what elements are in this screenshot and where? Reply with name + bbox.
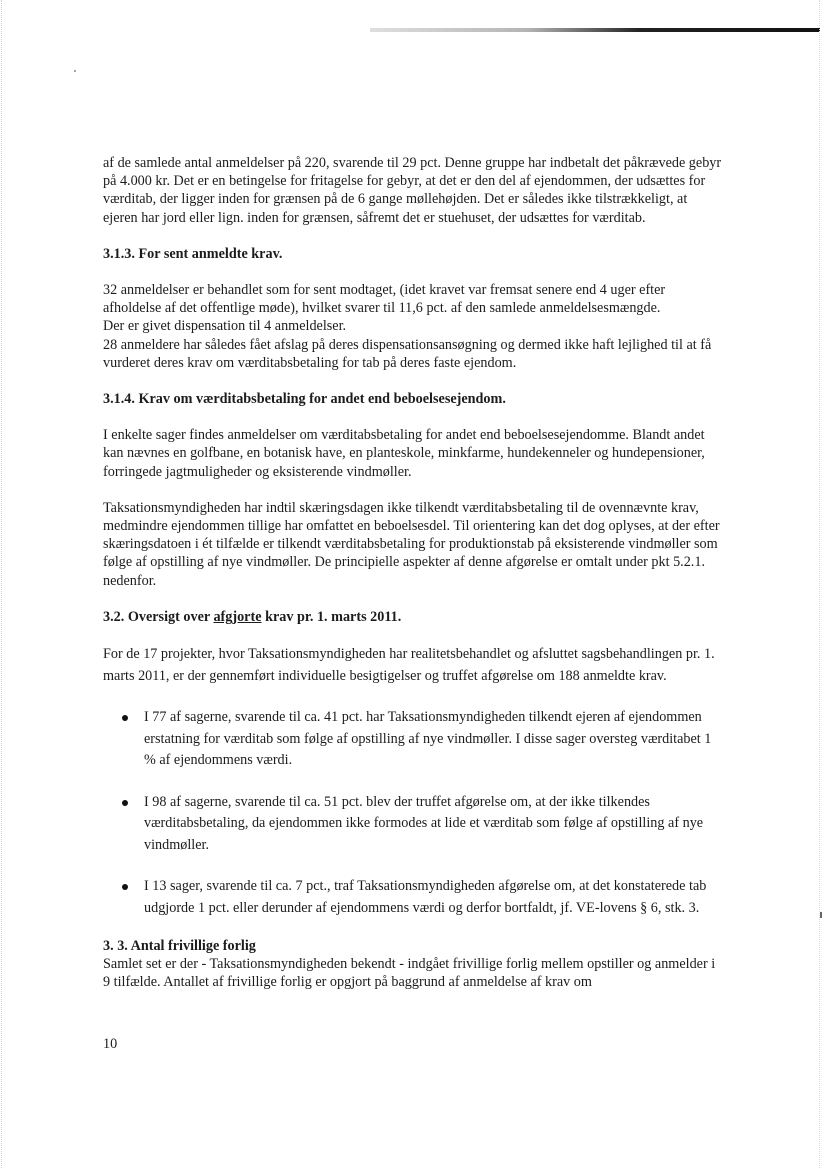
bullet-icon xyxy=(122,884,128,890)
list-item xyxy=(103,876,725,919)
list-item-text: I 98 af sagerne, svarende til ca. 51 pct. blev der truffet afgørelse om, at der ikke tilkendes værditabsbetaling, da ejendommen ikke formodes at lide et værditab som følge af opstilling af nye vindmøller. xyxy=(144,793,704,853)
document-body xyxy=(103,154,725,992)
bullet-icon xyxy=(122,715,128,721)
scan-artifact-dot xyxy=(74,70,76,72)
heading-3-2-prefix: 3.2. Oversigt over xyxy=(103,608,214,625)
paragraph-late-claims: 32 anmeldelser er behandlet som for sent modtaget, (idet kravet var fremsat senere end 4 uger efter afholdelse af det offentlige møde), hvilket svarer til 11,6 pct. af den samlede anmeldelsesmængde. xyxy=(103,282,666,317)
page-number: 10 xyxy=(103,1036,118,1052)
paragraph-dispensation: Der er givet dispensation til 4 anmeldelser. xyxy=(103,318,347,335)
list-item xyxy=(103,707,725,772)
bullet-icon xyxy=(122,800,128,806)
paragraph-overview: For de 17 projekter, hvor Taksationsmyndigheden har realitetsbehandlet og afsluttet sagsbehandlingen pr. 1. marts 2011, er der gennemført individuelle besigtigelser og truffet afgørelse om 188 anmeldte krav. xyxy=(103,646,715,684)
scan-artifact-top-line xyxy=(370,28,820,32)
scan-artifact-right-mark xyxy=(820,912,822,918)
heading-3-1-3: 3.1.3. For sent anmeldte krav. xyxy=(103,245,283,262)
paragraph-other-property: I enkelte sager findes anmeldelser om værditabsbetaling for andet end beboelsesejendomme. Blandt andet kan nævnes en golfbane, en botanisk have, en planteskole, minkfarme, hundekenneler og hundepensioner, forringede jagtmuligheder og eksisterende vindmøller. xyxy=(103,427,705,480)
list-item-text: I 77 af sagerne, svarende til ca. 41 pct. har Taksationsmyndigheden tilkendt ejeren af ejendommen erstatning for værditab som følge af opstilling af nye vindmøller. I disse sager oversteg værditabet 1 % af ejendommens værdi. xyxy=(144,709,712,769)
heading-3-2 xyxy=(103,608,725,626)
paragraph-authority-decision: Taksationsmyndigheden har indtil skæringsdagen ikke tilkendt værditabsbetaling til de ovennævnte krav, medmindre ejendommen tillige har omfattet en beboelsesdel. Til orientering kan det dog oplyses, at der efter skæringsdatoen i ét tilfælde er tilkendt værditabsbetaling for produktionstab på eksisterende vindmøller som følge af opstilling af nye vindmøller. De principielle aspekter af denne afgørelse er omtalt under pkt 5.2.1. nedenfor. xyxy=(103,499,720,589)
paragraph-rejected: 28 anmeldere har således fået afslag på deres dispensationsansøgning og dermed ikke haft lejlighed til at få vurderet deres krav om værditabsbetaling for tab på deres faste ejendom. xyxy=(103,336,712,371)
list-item-text: I 13 sager, svarende til ca. 7 pct., traf Taksationsmyndigheden afgørelse om, at det konstaterede tab udgjorde 1 pct. eller derunder af ejendommens værdi og derfor bortfaldt, jf. VE-lovens § 6, stk. 3. xyxy=(144,878,707,916)
heading-3-3: 3. 3. Antal frivillige forlig xyxy=(103,938,256,955)
paragraph-intro: af de samlede antal anmeldelser på 220, svarende til 29 pct. Denne gruppe har indbetalt det påkrævede gebyr på 4.000 kr. Det er en betingelse for fritagelse for gebyr, at det er den del af ejendommen, der udsættes for værditab, der ligger inden for grænsen på de 6 gange møllehøjden. Det er således ikke tilstrækkeligt, at ejeren har jord eller lign. inden for grænsen, såfremt det er stuehuset, der udsættes for værditab. xyxy=(103,155,722,226)
list-item xyxy=(103,792,725,857)
heading-3-1-4: 3.1.4. Krav om værditabsbetaling for andet end beboelsesejendom. xyxy=(103,391,506,408)
scan-artifact-right-edge xyxy=(819,0,821,1168)
heading-3-2-underlined: afgjorte xyxy=(213,608,262,625)
heading-3-2-suffix: krav pr. 1. marts 2011. xyxy=(261,608,402,625)
scan-artifact-left-edge xyxy=(1,0,3,1168)
paragraph-voluntary-settlements: Samlet set er der - Taksationsmyndigheden bekendt - indgået frivillige forlig mellem opstiller og anmelder i 9 tilfælde. Antallet af frivillige forlig er opgjort på baggrund af anmeldelse af krav om xyxy=(103,956,716,991)
decision-bullet-list xyxy=(103,707,725,919)
